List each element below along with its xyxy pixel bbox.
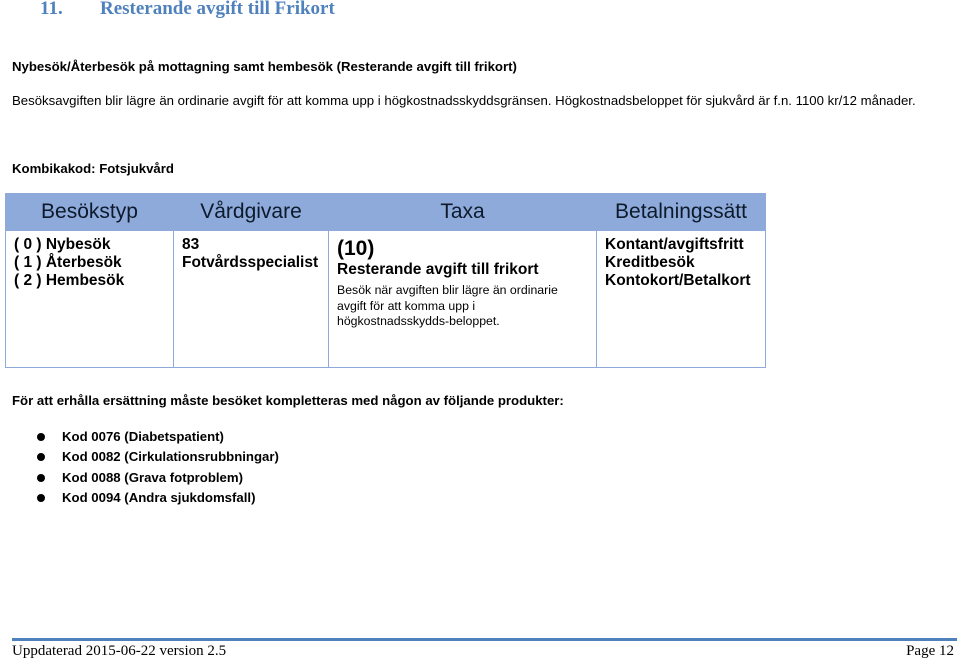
product-item-label: Kod 0076 (Diabetspatient)	[62, 429, 224, 444]
section-heading	[40, 0, 335, 20]
list-item	[40, 488, 279, 508]
footer-page-number: Page 12	[906, 643, 954, 659]
list-item	[40, 447, 279, 467]
bullet-icon	[37, 433, 45, 441]
bullet-icon	[37, 453, 45, 461]
combo-code: Kombikakod: Fotsjukvård	[12, 161, 174, 176]
header-provider: Vårdgivare	[174, 194, 329, 231]
intro-subtitle: Nybesök/Återbesök på mottagning samt hembesök (Resterande avgift till frikort)	[12, 59, 517, 74]
tariff-note: Besök när avgiften blir lägre än ordinarie avgift för att komma upp i högkostnadsskydds-beloppet.	[337, 283, 558, 328]
product-list	[40, 427, 279, 508]
provider-code: 83	[182, 236, 200, 253]
provider-cell	[174, 231, 329, 368]
payment-method-0: Kontant/avgiftsfritt	[605, 236, 744, 253]
payment-method-1: Kreditbesök	[605, 254, 695, 271]
product-item-label: Kod 0094 (Andra sjukdomsfall)	[62, 489, 256, 505]
bullet-icon	[37, 494, 45, 502]
provider-name: Fotvårdsspecialist	[182, 254, 319, 271]
intro-description: Besöksavgiften blir lägre än ordinarie avgift för att komma upp i högkostnadsskyddsgränsen. Högkostnadsbeloppet för sjukvård är f.n. 1100 kr/12 månader.	[12, 93, 916, 108]
header-visit-type: Besökstyp	[6, 194, 174, 231]
visit-type-1: ( 1 ) Återbesök	[14, 254, 122, 271]
section-number: 11.	[40, 0, 63, 19]
section-title: Resterande avgift till Frikort	[100, 0, 335, 19]
product-item-label: Kod 0082 (Cirkulationsrubbningar)	[62, 449, 279, 465]
footer-divider	[12, 638, 957, 641]
tariff-name: Resterande avgift till frikort	[337, 261, 539, 278]
products-intro: För att erhålla ersättning måste besöket kompletteras med någon av följande produkter:	[12, 393, 564, 408]
visit-type-2: ( 2 ) Hembesök	[14, 272, 125, 289]
list-item	[40, 427, 279, 447]
product-item-label: Kod 0088 (Grava fotproblem)	[62, 469, 243, 485]
payment-cell	[597, 231, 766, 368]
header-tariff: Taxa	[329, 194, 597, 231]
table-header-row	[6, 194, 766, 231]
visit-type-0: ( 0 ) Nybesök	[14, 236, 111, 253]
tariff-cell	[329, 231, 597, 368]
tariff-code: (10)	[337, 237, 375, 260]
list-item	[40, 468, 279, 488]
payment-method-2: Kontokort/Betalkort	[605, 272, 751, 289]
visit-type-cell	[6, 231, 174, 368]
tariff-table	[5, 193, 766, 368]
bullet-icon	[37, 474, 45, 482]
table-row	[6, 231, 766, 368]
header-payment: Betalningssätt	[597, 194, 766, 231]
footer-updated: Uppdaterad 2015-06-22 version 2.5	[12, 643, 227, 659]
